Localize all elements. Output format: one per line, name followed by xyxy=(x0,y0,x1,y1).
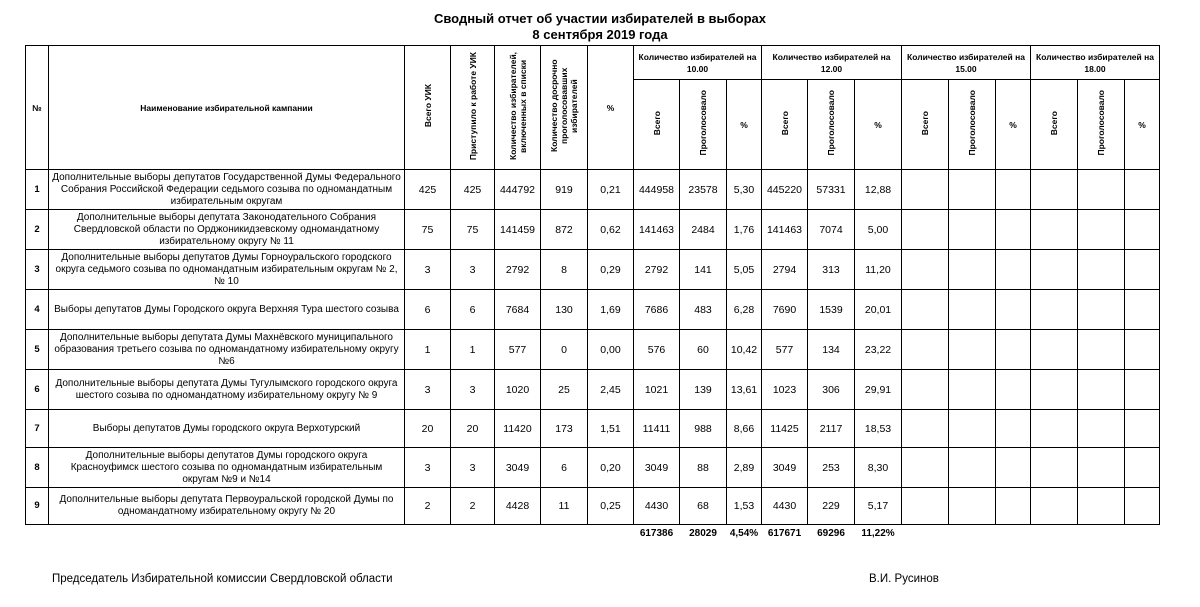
empty-cell xyxy=(902,370,949,410)
empty-cell xyxy=(1078,448,1125,488)
empty-cell xyxy=(1125,330,1160,370)
row-number: 2 xyxy=(26,210,49,250)
empty-cell xyxy=(1078,290,1125,330)
percent-1000: 5,05 xyxy=(727,250,762,290)
row-number: 7 xyxy=(26,410,49,448)
total-1200: 445220 xyxy=(762,170,808,210)
voted-1200: 313 xyxy=(808,250,855,290)
started-uik: 2 xyxy=(451,488,495,525)
table-row xyxy=(26,210,1160,250)
subheader-percent: % xyxy=(727,80,762,170)
footer-signatory: В.И. Русинов xyxy=(869,573,939,585)
early-voted: 6 xyxy=(541,448,588,488)
footer-position: Председатель Избирательной комиссии Свердловской области xyxy=(52,573,393,585)
early-voted: 130 xyxy=(541,290,588,330)
percent-1200: 18,53 xyxy=(855,410,902,448)
subheader-total xyxy=(634,80,680,170)
started-uik: 75 xyxy=(451,210,495,250)
empty-cell xyxy=(1031,170,1078,210)
subheader-voted-label: Проголосовало xyxy=(698,90,708,156)
empty-cell xyxy=(996,290,1031,330)
percent-1000: 1,76 xyxy=(727,210,762,250)
table-row xyxy=(26,170,1160,210)
total-1200: 141463 xyxy=(762,210,808,250)
header-campaign-name: Наименование избирательной кампании xyxy=(49,46,405,170)
percent-1000: 8,66 xyxy=(727,410,762,448)
subheader-total-label: Всего xyxy=(651,110,662,136)
empty-cell xyxy=(1031,250,1078,290)
empty-cell xyxy=(1078,330,1125,370)
report-title: Сводный отчет об участии избирателей в выборах xyxy=(433,11,767,26)
total-1000: 141463 xyxy=(634,210,680,250)
totals-spacer xyxy=(902,525,1160,541)
voted-1000: 988 xyxy=(680,410,727,448)
campaign-name: Дополнительные выборы депутата Первоуральской городской Думы по одномандатному избирательному округу № 20 xyxy=(49,488,405,525)
empty-cell xyxy=(996,210,1031,250)
empty-cell xyxy=(949,410,996,448)
voted-1000: 68 xyxy=(680,488,727,525)
total-1000: 4430 xyxy=(634,488,680,525)
subheader-percent: % xyxy=(996,80,1031,170)
early-voted: 0 xyxy=(541,330,588,370)
total-1200: 7690 xyxy=(762,290,808,330)
voted-1200: 253 xyxy=(808,448,855,488)
voters-in-list: 11420 xyxy=(495,410,541,448)
early-voted: 173 xyxy=(541,410,588,448)
empty-cell xyxy=(902,410,949,448)
subheader-percent: % xyxy=(1125,80,1160,170)
empty-cell xyxy=(902,170,949,210)
subheader-voted xyxy=(949,80,996,170)
percent-1200: 8,30 xyxy=(855,448,902,488)
campaign-name: Дополнительные выборы депутатов Государственной Думы Федерального Собрания Российской Федерации седьмого созыва по одномандатным избирательным округам xyxy=(49,170,405,210)
early-percent: 0,25 xyxy=(588,488,634,525)
early-voted: 11 xyxy=(541,488,588,525)
voted-1200: 229 xyxy=(808,488,855,525)
header-started-uik-label: Приступило к работе УИК xyxy=(467,51,478,161)
header-total-uik xyxy=(405,46,451,170)
percent-sum-1200: 11,22% xyxy=(861,527,895,539)
started-uik: 1 xyxy=(451,330,495,370)
started-uik: 6 xyxy=(451,290,495,330)
early-voted: 8 xyxy=(541,250,588,290)
voted-1200: 2117 xyxy=(808,410,855,448)
voted-1200: 1539 xyxy=(808,290,855,330)
subheader-voted xyxy=(680,80,727,170)
subheader-voted-label: Проголосовало xyxy=(826,90,836,156)
voted-1000: 2484 xyxy=(680,210,727,250)
voted-sum-1200: 69296 xyxy=(817,527,845,539)
subheader-voted-label: Проголосовало xyxy=(1096,90,1106,156)
empty-cell xyxy=(1125,410,1160,448)
subheader-voted-label: Проголосовало xyxy=(967,90,977,156)
early-percent: 0,00 xyxy=(588,330,634,370)
total-uik: 20 xyxy=(405,410,451,448)
early-voted: 25 xyxy=(541,370,588,410)
header-group-1000: Количество избирателей на 10.00 xyxy=(634,46,762,80)
empty-cell xyxy=(1125,250,1160,290)
row-number: 8 xyxy=(26,448,49,488)
subheader-voted xyxy=(808,80,855,170)
row-number: 9 xyxy=(26,488,49,525)
total-uik: 1 xyxy=(405,330,451,370)
total-1200: 3049 xyxy=(762,448,808,488)
empty-cell xyxy=(1078,488,1125,525)
voters-in-list: 3049 xyxy=(495,448,541,488)
row-number: 5 xyxy=(26,330,49,370)
row-number: 4 xyxy=(26,290,49,330)
header-early-voted xyxy=(541,46,588,170)
empty-cell xyxy=(1125,170,1160,210)
empty-cell xyxy=(1031,448,1078,488)
early-percent: 0,29 xyxy=(588,250,634,290)
empty-cell xyxy=(1078,250,1125,290)
empty-cell xyxy=(949,488,996,525)
row-number: 1 xyxy=(26,170,49,210)
total-1000: 11411 xyxy=(634,410,680,448)
empty-cell xyxy=(1125,448,1160,488)
campaign-name: Выборы депутатов Думы Городского округа Верхняя Тура шестого созыва xyxy=(49,290,405,330)
started-uik: 3 xyxy=(451,250,495,290)
voted-1000: 139 xyxy=(680,370,727,410)
total-uik: 2 xyxy=(405,488,451,525)
percent-1200: 11,20 xyxy=(855,250,902,290)
totals-row xyxy=(26,525,1160,541)
table-row xyxy=(26,250,1160,290)
empty-cell xyxy=(996,448,1031,488)
empty-cell xyxy=(1031,210,1078,250)
early-percent: 0,20 xyxy=(588,448,634,488)
voters-in-list: 141459 xyxy=(495,210,541,250)
percent-1000: 6,28 xyxy=(727,290,762,330)
report-date: 8 сентября 2019 года xyxy=(532,27,668,42)
total-1200: 11425 xyxy=(762,410,808,448)
voted-1200: 306 xyxy=(808,370,855,410)
header-group-1200: Количество избирателей на 12.00 xyxy=(762,46,902,80)
row-number: 6 xyxy=(26,370,49,410)
header-group-1500: Количество избирателей на 15.00 xyxy=(902,46,1031,80)
header-early-voted-label: Количество досрочно проголосовавших избирателей xyxy=(549,59,579,153)
empty-cell xyxy=(949,210,996,250)
campaign-name: Дополнительные выборы депутатов Думы городского округа Красноуфимск шестого созыва по одномандатным избирательным округам №9 и №14 xyxy=(49,448,405,488)
total-1200: 577 xyxy=(762,330,808,370)
percent-1200: 23,22 xyxy=(855,330,902,370)
voted-1000: 23578 xyxy=(680,170,727,210)
empty-cell xyxy=(949,330,996,370)
empty-cell xyxy=(949,290,996,330)
campaign-name: Дополнительные выборы депутата Думы Махнёвского муниципального образования третьего созыва по одномандатному избирательному округу №6 xyxy=(49,330,405,370)
empty-cell xyxy=(1031,330,1078,370)
table-row xyxy=(26,448,1160,488)
total-1000: 444958 xyxy=(634,170,680,210)
empty-cell xyxy=(902,290,949,330)
empty-cell xyxy=(902,210,949,250)
subheader-percent: % xyxy=(855,80,902,170)
voters-in-list: 577 xyxy=(495,330,541,370)
header-voters-in-list-label: Количество избирателей, включенных в списки xyxy=(507,51,528,161)
table-row xyxy=(26,488,1160,525)
empty-cell xyxy=(996,250,1031,290)
total-1000: 3049 xyxy=(634,448,680,488)
voted-1000: 483 xyxy=(680,290,727,330)
total-1000: 2792 xyxy=(634,250,680,290)
voters-in-list: 7684 xyxy=(495,290,541,330)
empty-cell xyxy=(1078,410,1125,448)
percent-1200: 5,00 xyxy=(855,210,902,250)
percent-1000: 13,61 xyxy=(727,370,762,410)
empty-cell xyxy=(996,488,1031,525)
header-started-uik xyxy=(451,46,495,170)
empty-cell xyxy=(949,370,996,410)
empty-cell xyxy=(996,170,1031,210)
voted-1200: 134 xyxy=(808,330,855,370)
total-1000: 576 xyxy=(634,330,680,370)
empty-cell xyxy=(1078,370,1125,410)
total-sum-1200: 617671 xyxy=(767,527,802,539)
turnout-table xyxy=(25,45,1160,541)
early-voted: 919 xyxy=(541,170,588,210)
empty-cell xyxy=(902,488,949,525)
total-uik: 6 xyxy=(405,290,451,330)
table-row xyxy=(26,330,1160,370)
percent-sum-1000: 4,54% xyxy=(729,527,759,539)
total-uik: 3 xyxy=(405,448,451,488)
started-uik: 3 xyxy=(451,370,495,410)
empty-cell xyxy=(1031,410,1078,448)
empty-cell xyxy=(949,448,996,488)
voted-sum-1000: 28029 xyxy=(689,527,717,539)
percent-1200: 12,88 xyxy=(855,170,902,210)
subheader-total-label: Всего xyxy=(920,110,930,136)
campaign-name: Выборы депутатов Думы городского округа Верхотурский xyxy=(49,410,405,448)
started-uik: 425 xyxy=(451,170,495,210)
early-percent: 1,51 xyxy=(588,410,634,448)
total-sum-1000: 617386 xyxy=(639,527,674,539)
subheader-total xyxy=(902,80,949,170)
percent-1200: 5,17 xyxy=(855,488,902,525)
early-percent: 2,45 xyxy=(588,370,634,410)
percent-1000: 10,42 xyxy=(727,330,762,370)
header-row-1 xyxy=(26,46,1160,80)
empty-cell xyxy=(1125,290,1160,330)
subheader-total-label: Всего xyxy=(1049,110,1059,136)
header-voters-in-list xyxy=(495,46,541,170)
total-uik: 425 xyxy=(405,170,451,210)
early-percent: 0,21 xyxy=(588,170,634,210)
early-voted: 872 xyxy=(541,210,588,250)
total-uik: 75 xyxy=(405,210,451,250)
empty-cell xyxy=(902,448,949,488)
empty-cell xyxy=(1125,488,1160,525)
total-uik: 3 xyxy=(405,370,451,410)
started-uik: 20 xyxy=(451,410,495,448)
header-percent: % xyxy=(588,46,634,170)
empty-cell xyxy=(996,370,1031,410)
table-row xyxy=(26,290,1160,330)
empty-cell xyxy=(996,330,1031,370)
early-percent: 0,62 xyxy=(588,210,634,250)
voted-1200: 7074 xyxy=(808,210,855,250)
header-no: № xyxy=(26,46,49,170)
empty-cell xyxy=(1078,170,1125,210)
total-1000: 7686 xyxy=(634,290,680,330)
table-row xyxy=(26,410,1160,448)
subheader-voted xyxy=(1078,80,1125,170)
subheader-total xyxy=(1031,80,1078,170)
percent-1000: 1,53 xyxy=(727,488,762,525)
started-uik: 3 xyxy=(451,448,495,488)
total-1200: 4430 xyxy=(762,488,808,525)
voted-1200: 57331 xyxy=(808,170,855,210)
voted-1000: 141 xyxy=(680,250,727,290)
voted-1000: 60 xyxy=(680,330,727,370)
empty-cell xyxy=(1125,370,1160,410)
total-1200: 2794 xyxy=(762,250,808,290)
voters-in-list: 4428 xyxy=(495,488,541,525)
empty-cell xyxy=(996,410,1031,448)
voters-in-list: 444792 xyxy=(495,170,541,210)
empty-cell xyxy=(1078,210,1125,250)
empty-cell xyxy=(1125,210,1160,250)
row-number: 3 xyxy=(26,250,49,290)
early-percent: 1,69 xyxy=(588,290,634,330)
percent-1200: 29,91 xyxy=(855,370,902,410)
header-total-uik-label: Всего УИК xyxy=(422,84,433,128)
percent-1000: 2,89 xyxy=(727,448,762,488)
subheader-total xyxy=(762,80,808,170)
empty-cell xyxy=(1031,290,1078,330)
campaign-name: Дополнительные выборы депутатов Думы Горноуральского городского округа седьмого созыва по одномандатным избирательным округам № 2, № 10 xyxy=(49,250,405,290)
empty-cell xyxy=(902,250,949,290)
percent-1000: 5,30 xyxy=(727,170,762,210)
table-row xyxy=(26,370,1160,410)
campaign-name: Дополнительные выборы депутата Законодательного Собрания Свердловской области по Орджоникидзевскому одномандатному избирательному округу № 11 xyxy=(49,210,405,250)
empty-cell xyxy=(902,330,949,370)
header-group-1800: Количество избирателей на 18.00 xyxy=(1031,46,1160,80)
voted-1000: 88 xyxy=(680,448,727,488)
percent-1200: 20,01 xyxy=(855,290,902,330)
voters-in-list: 1020 xyxy=(495,370,541,410)
empty-cell xyxy=(1031,370,1078,410)
empty-cell xyxy=(949,170,996,210)
voters-in-list: 2792 xyxy=(495,250,541,290)
total-1000: 1021 xyxy=(634,370,680,410)
subheader-total-label: Всего xyxy=(779,110,790,136)
campaign-name: Дополнительные выборы депутата Думы Тугулымского городского округа шестого созыва по одномандатному избирательному округу № 9 xyxy=(49,370,405,410)
total-uik: 3 xyxy=(405,250,451,290)
total-1200: 1023 xyxy=(762,370,808,410)
totals-spacer xyxy=(26,525,634,541)
empty-cell xyxy=(1031,488,1078,525)
empty-cell xyxy=(949,250,996,290)
